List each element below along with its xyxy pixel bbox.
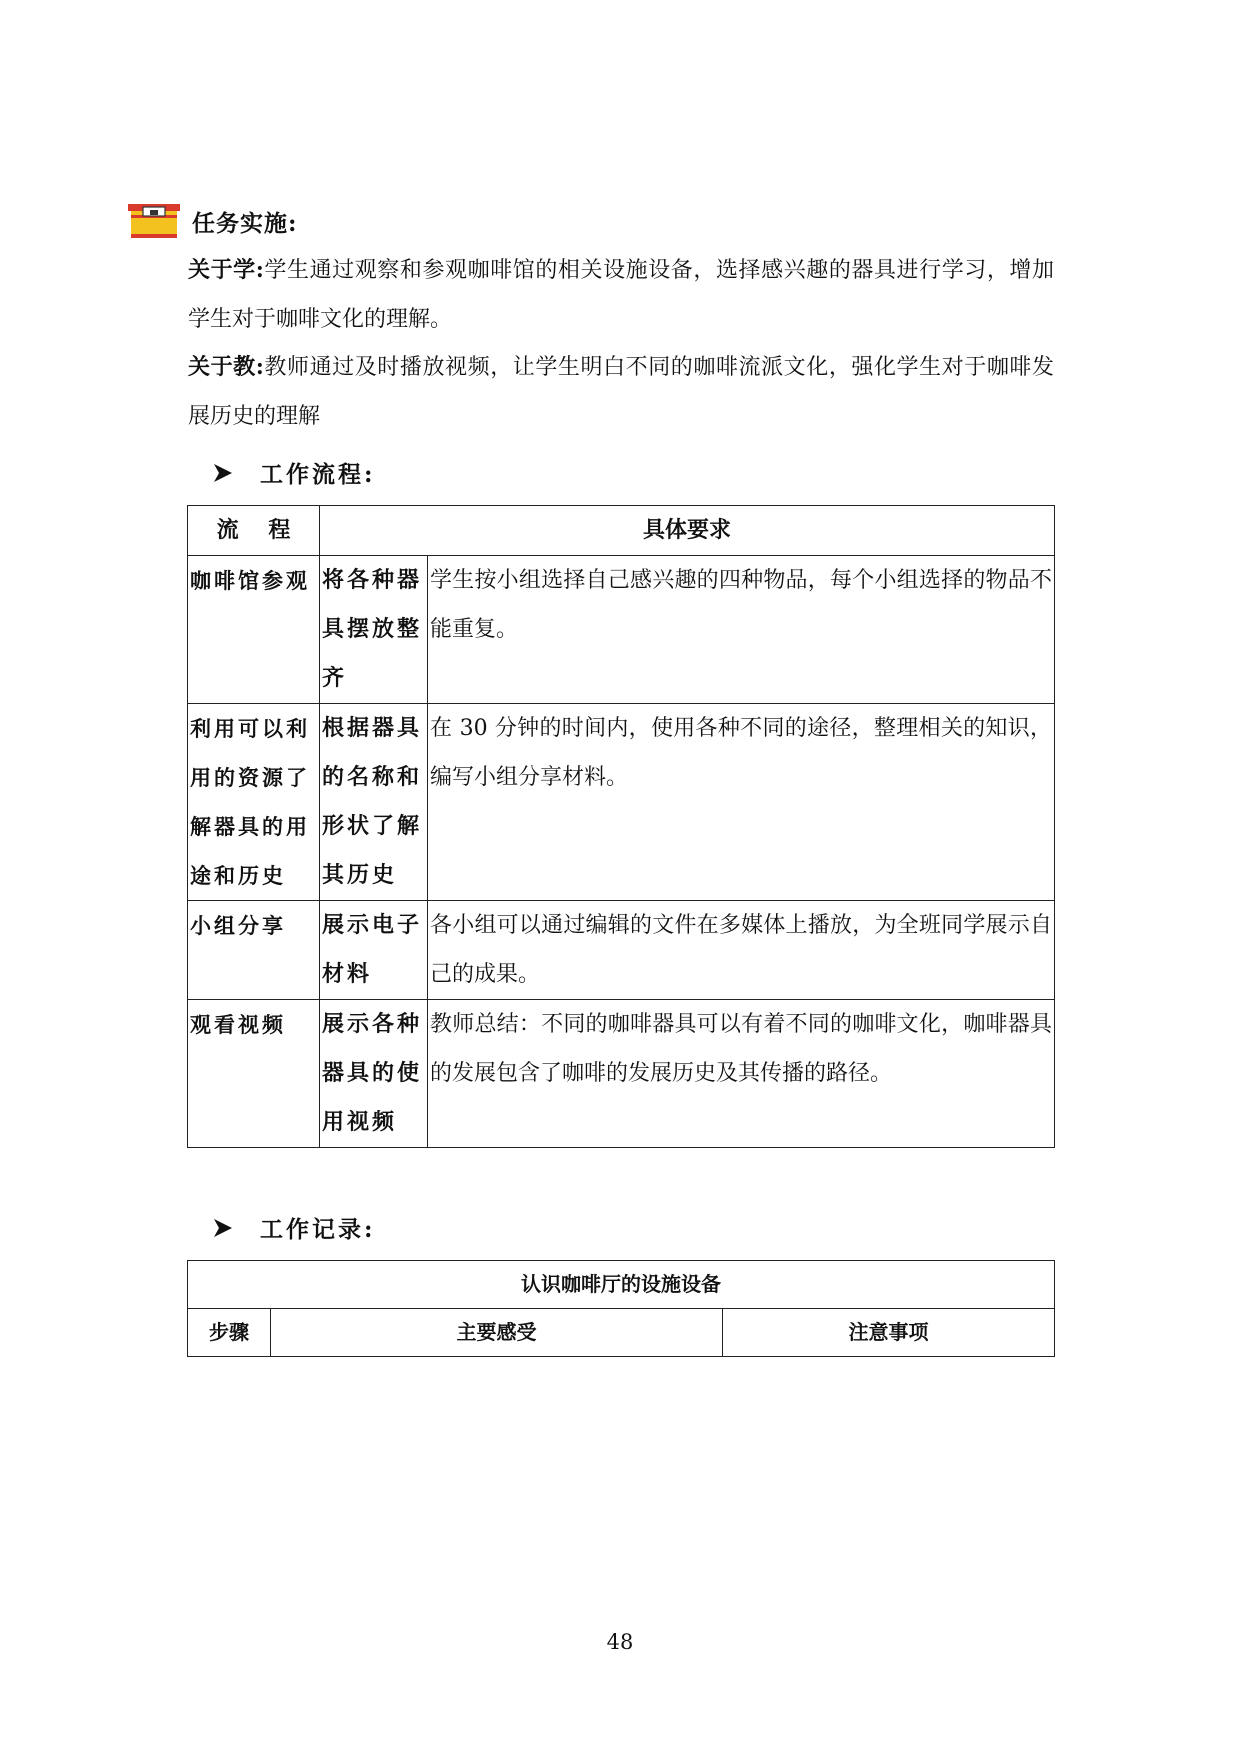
learn-label: 关于学: xyxy=(188,257,264,283)
step-cell: 将各种器具摆放整齐 xyxy=(320,556,428,704)
workflow-table xyxy=(187,505,1055,1148)
teach-text: 教师通过及时播放视频，让学生明白不同的咖啡流派文化，强化学生对于咖啡发展历史的理解 xyxy=(188,355,1054,429)
arrow-bullet-icon xyxy=(212,462,234,484)
table-row xyxy=(188,901,1055,1000)
process-cell: 小组分享 xyxy=(188,901,320,1000)
record-heading xyxy=(212,1211,376,1244)
requirement-cell: 教师总结：不同的咖啡器具可以有着不同的咖啡文化，咖啡器具的发展包含了咖啡的发展历史及其传播的路径。 xyxy=(428,1000,1055,1148)
workflow-heading-text: 工作流程: xyxy=(260,461,376,488)
step-cell: 展示电子材料 xyxy=(320,901,428,1000)
teach-label: 关于教: xyxy=(188,354,264,380)
task-heading: 任务实施: xyxy=(192,209,298,237)
table-row xyxy=(188,556,1055,704)
record-header-row xyxy=(188,1309,1055,1357)
step-cell: 根据器具的名称和形状了解其历史 xyxy=(320,704,428,901)
requirement-cell: 学生按小组选择自己感兴趣的四种物品，每个小组选择的物品不能重复。 xyxy=(428,556,1055,704)
table-row xyxy=(188,1000,1055,1148)
workflow-heading xyxy=(212,456,376,489)
process-column-header: 流 程 xyxy=(188,506,320,556)
table-row xyxy=(188,704,1055,901)
step-cell: 展示各种器具的使用视频 xyxy=(320,1000,428,1148)
task-header xyxy=(128,203,298,239)
requirement-cell: 各小组可以通过编辑的文件在多媒体上播放，为全班同学展示自己的成果。 xyxy=(428,901,1055,1000)
step-column-header: 步骤 xyxy=(188,1309,271,1357)
notes-column-header: 注意事项 xyxy=(723,1309,1055,1357)
feeling-column-header: 主要感受 xyxy=(271,1309,723,1357)
toolbox-icon xyxy=(128,204,180,238)
arrow-bullet-icon xyxy=(212,1217,234,1239)
requirement-column-header: 具体要求 xyxy=(320,506,1055,556)
process-cell: 利用可以利用的资源了解器具的用途和历史 xyxy=(188,704,320,901)
record-table-title: 认识咖啡厅的设施设备 xyxy=(188,1261,1055,1309)
learn-text: 学生通过观察和参观咖啡馆的相关设施设备，选择感兴趣的器具进行学习，增加学生对于咖啡文化的理解。 xyxy=(188,258,1054,332)
requirement-cell: 在 30 分钟的时间内，使用各种不同的途径，整理相关的知识，编写小组分享材料。 xyxy=(428,704,1055,901)
record-heading-text: 工作记录: xyxy=(260,1216,376,1243)
process-cell: 观看视频 xyxy=(188,1000,320,1148)
record-title-row xyxy=(188,1261,1055,1309)
record-table xyxy=(187,1260,1055,1357)
learn-paragraph xyxy=(188,246,1054,344)
page-number: 48 xyxy=(606,1630,634,1654)
workflow-header-row xyxy=(188,506,1055,556)
teach-paragraph xyxy=(188,343,1054,441)
process-cell: 咖啡馆参观 xyxy=(188,556,320,704)
